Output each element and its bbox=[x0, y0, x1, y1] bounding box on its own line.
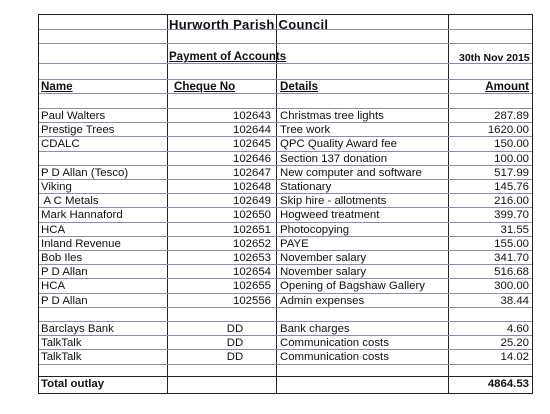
payment-amount: 150.00 bbox=[494, 138, 529, 151]
cheque-number: 102644 bbox=[232, 124, 271, 137]
payment-details: Skip hire - allotments bbox=[280, 195, 387, 208]
payment-details: Stationary bbox=[280, 181, 332, 193]
payment-amount: 31.55 bbox=[500, 223, 529, 236]
payment-details: November salary bbox=[280, 266, 367, 279]
table-row bbox=[39, 293, 532, 308]
cheque-number: 102643 bbox=[232, 110, 271, 122]
cheque-number: 102655 bbox=[232, 280, 271, 293]
page-subtitle: Payment of Accounts bbox=[169, 51, 287, 63]
payment-amount: 25.20 bbox=[500, 337, 529, 350]
blank-row bbox=[39, 63, 532, 78]
header-details: Details bbox=[280, 80, 319, 93]
payee-name: Bob Iles bbox=[41, 252, 83, 264]
payment-details: Communication costs bbox=[280, 351, 389, 364]
table-row bbox=[39, 349, 532, 364]
total-label: Total outlay bbox=[41, 378, 105, 390]
payee-name: TalkTalk bbox=[41, 351, 82, 364]
table-row bbox=[39, 321, 532, 336]
cheque-number: 102647 bbox=[232, 166, 271, 179]
table-row bbox=[39, 236, 532, 251]
cheque-number: 102653 bbox=[232, 252, 271, 264]
payee-name: HCA bbox=[41, 223, 66, 236]
payment-details: Section 137 donation bbox=[280, 152, 388, 165]
payment-details: Bank charges bbox=[280, 323, 350, 335]
date-label: 30th Nov 2015 bbox=[459, 52, 530, 64]
payment-amount: 155.00 bbox=[494, 237, 529, 250]
payment-amount: 300.00 bbox=[494, 280, 529, 293]
cheque-number: 102651 bbox=[232, 223, 271, 236]
cheque-number: 102650 bbox=[232, 209, 271, 222]
header-name: Name bbox=[41, 80, 73, 93]
payee-name bbox=[41, 152, 167, 166]
payee-name: P D Allan bbox=[41, 294, 88, 307]
table-row bbox=[39, 165, 532, 180]
blank-row bbox=[39, 307, 532, 322]
cheque-number: 102649 bbox=[232, 195, 271, 208]
payment-details: New computer and software bbox=[280, 166, 422, 179]
payee-name: A C Metals bbox=[41, 195, 99, 208]
table-row bbox=[39, 136, 532, 151]
table-row bbox=[39, 207, 532, 222]
table-row bbox=[39, 193, 532, 208]
payee-name: HCA bbox=[41, 280, 66, 293]
payment-details: QPC Quality Award fee bbox=[280, 138, 397, 151]
table-row bbox=[39, 108, 532, 123]
table-row bbox=[39, 122, 532, 137]
payment-details: Christmas tree lights bbox=[280, 110, 384, 122]
table-row bbox=[39, 250, 532, 265]
payment-details: Hogweed treatment bbox=[280, 209, 380, 222]
cheque-number: 102646 bbox=[232, 152, 271, 165]
payment-details: Opening of Bagshaw Gallery bbox=[280, 280, 425, 293]
payment-details: Photocopying bbox=[280, 223, 350, 236]
cheque-number: DD bbox=[226, 323, 244, 335]
payment-amount: 4.60 bbox=[506, 323, 529, 335]
payee-name: CDALC bbox=[41, 138, 80, 151]
payment-amount: 516.68 bbox=[494, 266, 529, 279]
payee-name: P D Allan bbox=[41, 266, 88, 279]
payment-amount: 14.02 bbox=[500, 351, 529, 364]
table-row bbox=[39, 222, 532, 237]
cheque-number: DD bbox=[226, 351, 244, 364]
table-row bbox=[39, 278, 532, 293]
payment-details: Communication costs bbox=[280, 337, 389, 350]
payee-name: TalkTalk bbox=[41, 337, 82, 350]
payment-amount: 399.70 bbox=[494, 209, 529, 222]
payment-amount: 517.99 bbox=[494, 166, 529, 179]
payment-amount: 216.00 bbox=[494, 195, 529, 208]
cheque-number: 102652 bbox=[232, 237, 271, 250]
payment-details: November salary bbox=[280, 252, 367, 264]
payment-details: PAYE bbox=[280, 237, 309, 250]
payment-amount: 38.44 bbox=[500, 294, 529, 307]
payee-name: Barclays Bank bbox=[41, 323, 114, 335]
cheque-number: 102556 bbox=[232, 294, 271, 307]
payment-amount: 1620.00 bbox=[487, 124, 529, 137]
total-amount: 4864.53 bbox=[487, 378, 529, 390]
payment-details: Tree work bbox=[280, 124, 331, 137]
payment-amount: 145.76 bbox=[494, 181, 529, 193]
payment-amount: 100.00 bbox=[494, 152, 529, 165]
cheque-number: 102645 bbox=[232, 138, 271, 151]
payment-sheet bbox=[38, 14, 533, 394]
payee-name: P D Allan (Tesco) bbox=[41, 166, 129, 179]
cheque-number: DD bbox=[226, 337, 244, 350]
total-row bbox=[39, 376, 532, 393]
table-row bbox=[39, 335, 532, 350]
payment-amount: 341.70 bbox=[494, 252, 529, 264]
cheque-number: 102654 bbox=[232, 266, 271, 279]
table-row bbox=[39, 151, 532, 166]
payee-name: Paul Walters bbox=[41, 110, 106, 122]
payment-details: Admin expenses bbox=[280, 294, 365, 307]
blank-row bbox=[39, 93, 532, 108]
header-amount: Amount bbox=[485, 80, 529, 93]
cheque-number: 102648 bbox=[232, 181, 271, 193]
payee-name: Prestige Trees bbox=[41, 124, 115, 137]
header-cheque: Cheque No bbox=[174, 80, 236, 93]
payment-amount: 287.89 bbox=[494, 110, 529, 122]
header-row bbox=[39, 79, 532, 94]
payee-name: Inland Revenue bbox=[41, 237, 121, 250]
table-row bbox=[39, 264, 532, 279]
payee-name: Mark Hannaford bbox=[41, 209, 123, 222]
page-title: Hurworth Parish Council bbox=[169, 17, 329, 32]
table-row bbox=[39, 179, 532, 194]
payee-name: Viking bbox=[41, 181, 72, 193]
